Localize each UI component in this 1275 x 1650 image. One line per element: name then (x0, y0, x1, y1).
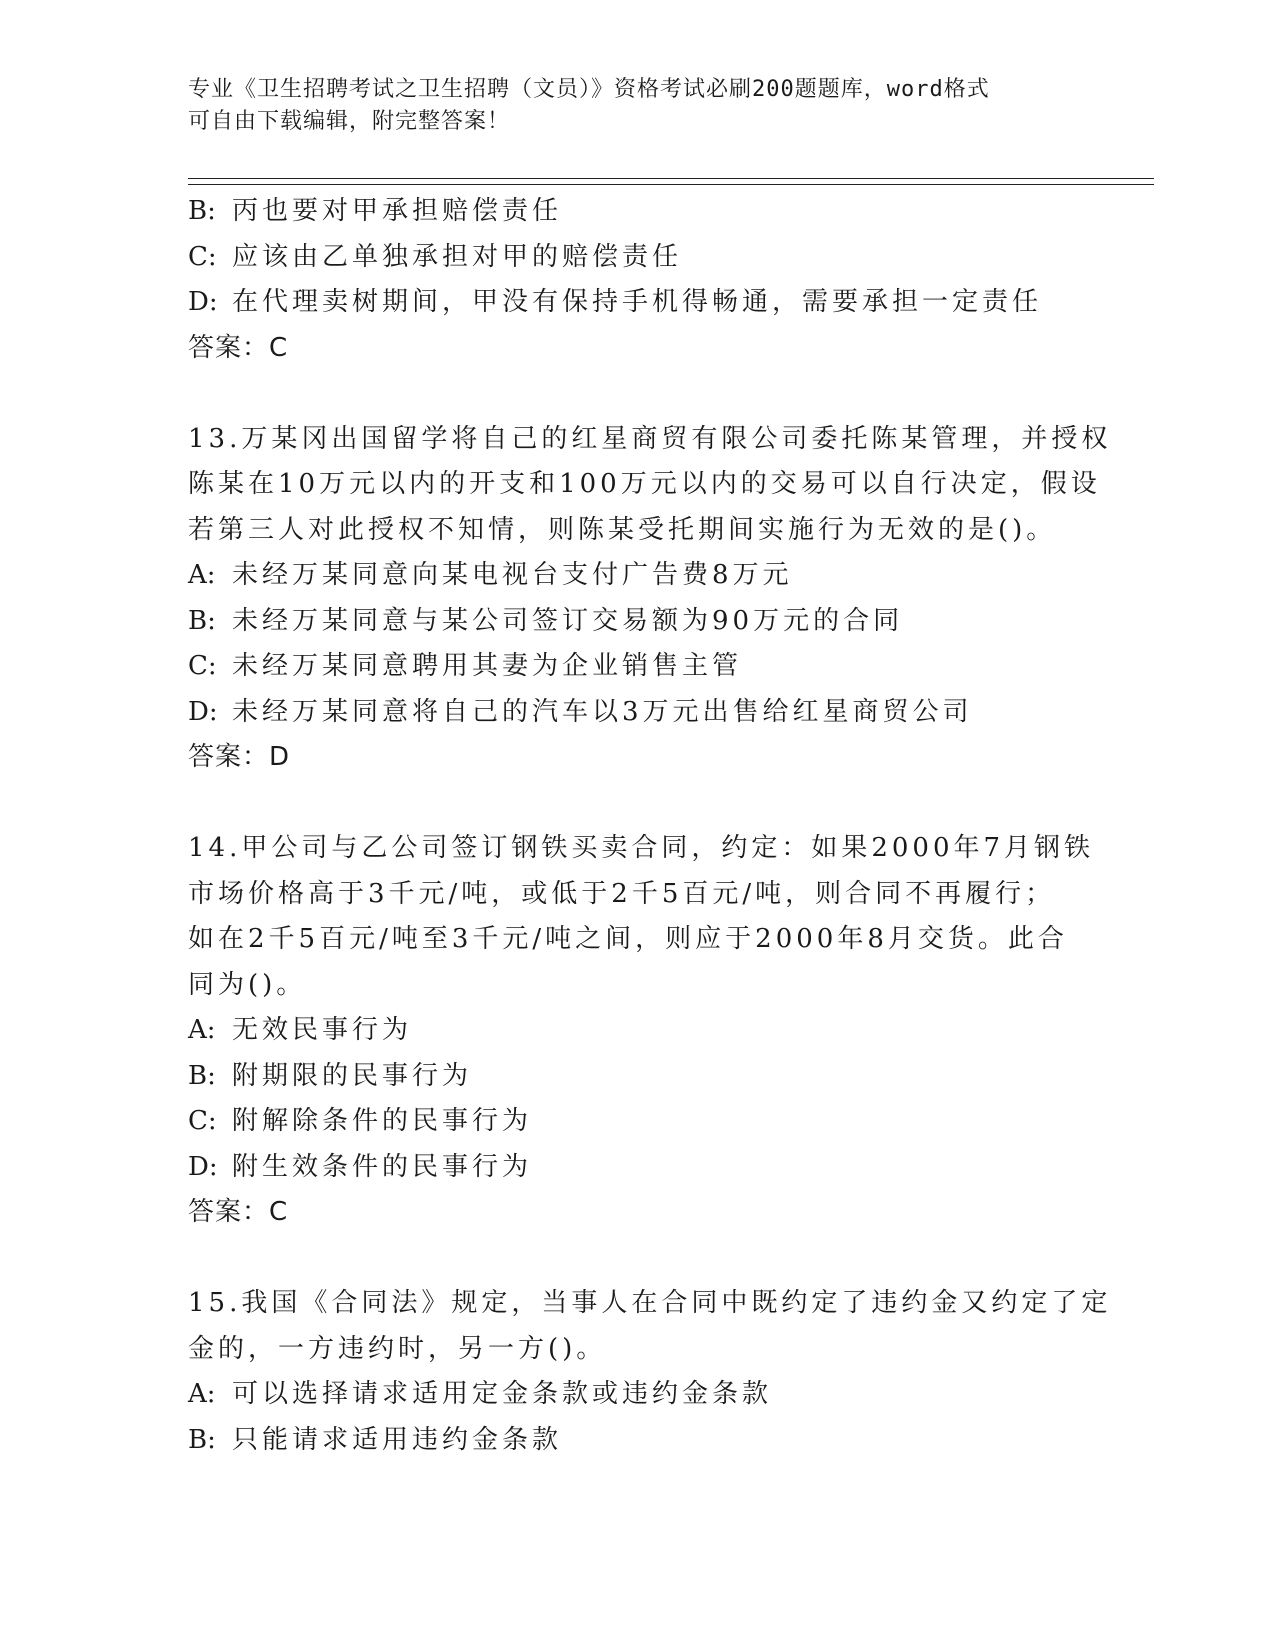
option-a (188, 553, 1088, 599)
question-stem-line: 市场价格高于3千元/吨，或低于2千5百元/吨，则合同不再履行； (188, 878, 1056, 909)
option-text: 未经万某同意聘用其妻为企业销售主管 (232, 651, 743, 681)
option-letter: C: (188, 651, 217, 681)
option-text: 附期限的民事行为 (232, 1060, 473, 1091)
option-letter: B: (188, 1424, 216, 1455)
option-text: 未经万某同意与某公司签订交易额为90万元的合同 (232, 605, 904, 636)
answer-line: 答案：D (188, 742, 291, 772)
question-stem-line: 如在2千5百元/吨至3千元/吨之间，则应于2000年8月交货。此合 (188, 924, 1068, 954)
question-stem-line: 14.甲公司与乙公司签订钢铁买卖合同，约定：如果2000年7月钢铁 (188, 833, 1095, 863)
question-stem-line: 15.我国《合同法》规定，当事人在合同中既约定了违约金又约定了定 (188, 1288, 1112, 1318)
option-text: 附解除条件的民事行为 (232, 1106, 533, 1136)
spacer (188, 1236, 1088, 1282)
option-letter: A: (188, 1015, 216, 1045)
question-stem-line: 同为()。 (188, 969, 307, 1000)
answer-line: 答案：C (188, 332, 289, 363)
answer-line: 答案：C (188, 1197, 289, 1227)
option-letter: B: (188, 1060, 216, 1091)
option-text: 丙也要对甲承担赔偿责任 (232, 196, 563, 226)
option-text: 只能请求适用违约金条款 (232, 1424, 563, 1455)
option-text: 在代理卖树期间，甲没有保持手机得畅通，需要承担一定责任 (232, 287, 1043, 317)
option-text: 未经万某同意向某电视台支付广告费8万元 (232, 560, 793, 590)
option-letter: A: (188, 1379, 216, 1409)
option-b (188, 1418, 1088, 1464)
spacer (188, 371, 1088, 417)
option-text: 应该由乙单独承担对甲的赔偿责任 (232, 241, 683, 272)
question-15 (188, 1281, 1112, 1463)
option-d (188, 690, 1088, 736)
option-b (188, 1054, 1088, 1100)
question-12-tail (188, 189, 1088, 371)
question-14 (188, 826, 1095, 1236)
header-line-2: 可自由下载编辑，附完整答案！ (188, 109, 511, 134)
option-d (188, 280, 1088, 326)
question-stem-line: 13.万某冈出国留学将自己的红星商贸有限公司委托陈某管理，并授权 (188, 423, 1112, 454)
option-b (188, 599, 1088, 645)
question-stem-line: 若第三人对此授权不知情，则陈某受托期间实施行为无效的是()。 (188, 514, 1057, 545)
option-text: 附生效条件的民事行为 (232, 1151, 533, 1182)
header-line-1: 专业《卫生招聘考试之卫生招聘（文员）》资格考试必刷200题题库，word格式 (188, 77, 990, 102)
option-letter: A: (188, 560, 216, 590)
header-divider-bottom (188, 184, 1154, 185)
option-letter: D: (188, 696, 218, 727)
option-b (188, 189, 1088, 235)
question-stem-line: 陈某在10万元以内的开支和100万元以内的交易可以自行决定，假设 (188, 469, 1101, 499)
option-a (188, 1372, 1088, 1418)
option-text: 未经万某同意将自己的汽车以3万元出售给红星商贸公司 (232, 696, 973, 727)
option-letter: D: (188, 1151, 218, 1182)
option-a (188, 1008, 1088, 1054)
option-letter: B: (188, 605, 216, 636)
option-letter: C: (188, 241, 217, 272)
document-body (188, 189, 1112, 1463)
header-divider-top (188, 178, 1154, 179)
document-header (188, 74, 1088, 138)
option-letter: D: (188, 287, 218, 317)
spacer (188, 781, 1088, 827)
option-letter: B: (188, 196, 216, 226)
question-stem-line: 金的，一方违约时，另一方()。 (188, 1333, 607, 1364)
option-c (188, 1099, 1088, 1145)
option-text: 可以选择请求适用定金条款或违约金条款 (232, 1379, 773, 1409)
option-text: 无效民事行为 (232, 1015, 413, 1045)
question-13 (188, 417, 1112, 781)
option-c (188, 644, 1088, 690)
option-d (188, 1145, 1088, 1191)
option-letter: C: (188, 1106, 217, 1136)
option-c (188, 235, 1088, 281)
